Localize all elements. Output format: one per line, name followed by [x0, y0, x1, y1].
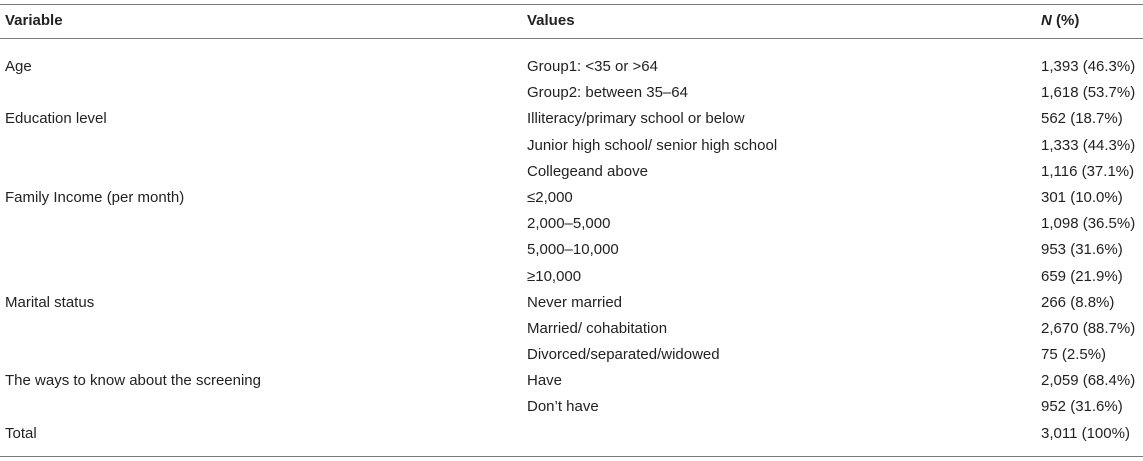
header-variable: Variable	[5, 12, 63, 29]
cell-variable: Total	[5, 424, 37, 442]
cell-n: 562 (18.7%)	[1041, 110, 1123, 128]
cell-n: 953 (31.6%)	[1041, 241, 1123, 259]
cell-n: 1,116 (37.1%)	[1041, 162, 1135, 180]
cell-n: 301 (10.0%)	[1041, 188, 1123, 206]
cell-value: Have	[527, 372, 563, 390]
header-n-symbol: N	[1041, 12, 1052, 29]
cell-value: Collegeand above	[527, 162, 648, 180]
cell-value: ≤2,000	[527, 188, 573, 206]
header-n-percent	[1041, 4, 1079, 38]
table-row	[0, 237, 1143, 263]
table-row	[0, 316, 1143, 342]
table-header-row	[0, 4, 1143, 38]
table-body	[0, 54, 1143, 447]
table-row	[0, 368, 1143, 394]
cell-variable: The ways to know about the screening	[5, 372, 261, 390]
cell-variable: Marital status	[5, 293, 95, 311]
table-header-rule	[0, 38, 1143, 39]
table-row	[0, 342, 1143, 368]
header-percent-suffix: (%)	[1051, 12, 1080, 29]
cell-value: Don’t have	[527, 398, 599, 416]
cell-n: 266 (8.8%)	[1041, 293, 1115, 311]
cell-n: 1,098 (36.5%)	[1041, 215, 1136, 233]
cell-value: Group2: between 35–64	[527, 84, 688, 102]
table-bottom-rule	[0, 456, 1143, 457]
table-row	[0, 80, 1143, 106]
table-row	[0, 421, 1143, 447]
cell-value: Married/ cohabitation	[527, 319, 668, 337]
table-row	[0, 185, 1143, 211]
cell-value: 5,000–10,000	[527, 241, 619, 259]
cell-n: 952 (31.6%)	[1041, 398, 1123, 416]
cell-value: Divorced/separated/widowed	[527, 346, 720, 364]
cell-n: 2,059 (68.4%)	[1041, 372, 1136, 390]
cell-n: 75 (2.5%)	[1041, 346, 1107, 364]
table-row	[0, 264, 1143, 290]
cell-n: 1,393 (46.3%)	[1041, 58, 1136, 75]
cell-n: 3,011 (100%)	[1041, 424, 1130, 442]
table-row	[0, 394, 1143, 420]
cell-value: ≥10,000	[527, 267, 582, 285]
table-row	[0, 159, 1143, 185]
cell-n: 1,618 (53.7%)	[1041, 84, 1136, 102]
table-row	[0, 290, 1143, 316]
table-row	[0, 106, 1143, 132]
cell-value: 2,000–5,000	[527, 215, 611, 233]
cell-n: 659 (21.9%)	[1041, 267, 1123, 285]
cell-n: 1,333 (44.3%)	[1041, 136, 1136, 154]
cell-value: Illiteracy/primary school or below	[527, 110, 745, 128]
cell-variable: Age	[5, 58, 32, 75]
cell-n: 2,670 (88.7%)	[1041, 319, 1136, 337]
cell-variable: Family Income (per month)	[5, 188, 185, 206]
header-values: Values	[527, 12, 575, 29]
cell-value: Group1: <35 or >64	[527, 58, 658, 75]
cell-value: Never married	[527, 293, 623, 311]
cell-value: Junior high school/ senior high school	[527, 136, 778, 154]
table-row	[0, 54, 1143, 80]
table-row	[0, 211, 1143, 237]
cell-variable: Education level	[5, 110, 107, 128]
table-row	[0, 133, 1143, 159]
